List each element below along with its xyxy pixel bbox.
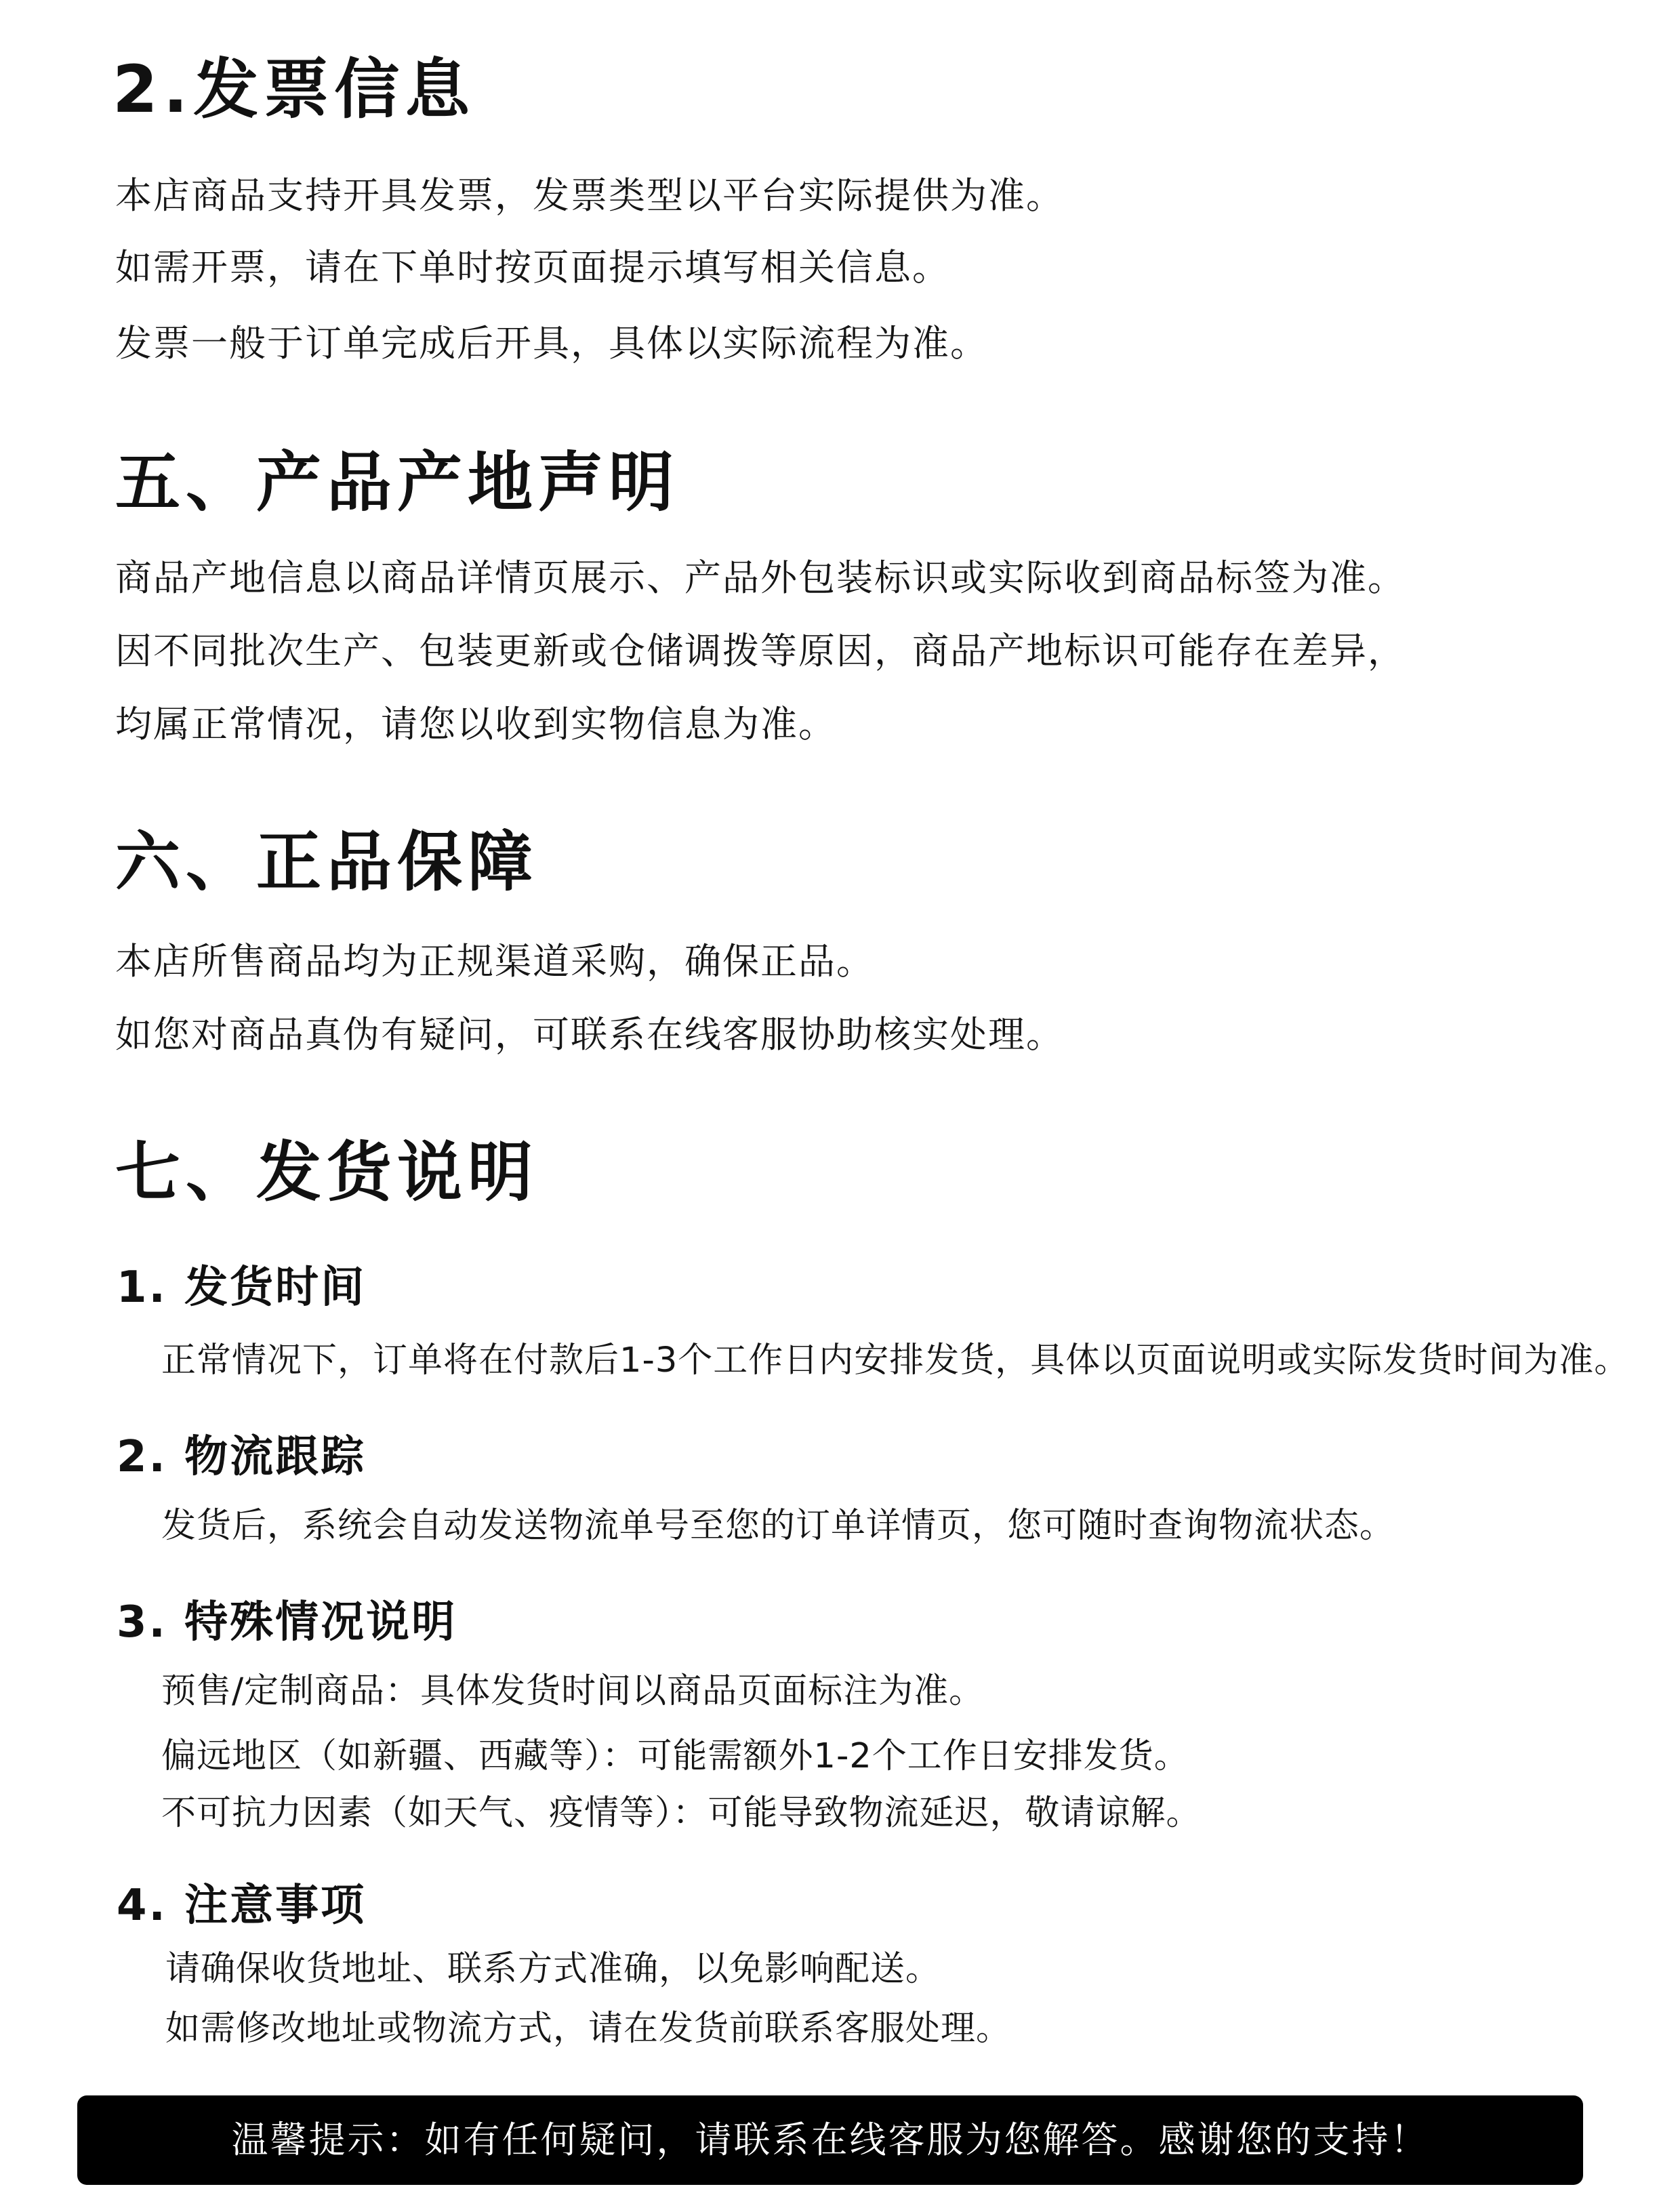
invoice-title: 2.发票信息 xyxy=(112,52,476,127)
shipping-item-4-line-2: 如需修改地址或物流方式，请在发货前联系客服处理。 xyxy=(165,2009,1012,2049)
shipping-item-3-line-2: 偏远地区（如新疆、西藏等）：可能需额外1-2个工作日安排发货。 xyxy=(161,1736,1189,1776)
footer-text: 温馨提示：如有任何疑问，请联系在线客服为您解答。感谢您的支持！ xyxy=(231,2118,1429,2161)
invoice-line-1: 本店商品支持开具发票，发票类型以平台实际提供为准。 xyxy=(115,174,1064,217)
shipping-item-2-line-1: 发货后，系统会自动发送物流单号至您的订单详情页，您可随时查询物流状态。 xyxy=(161,1506,1395,1546)
shipping-item-1-line-1: 正常情况下，订单将在付款后1-3个工作日内安排发货，具体以页面说明或实际发货时间为准。 xyxy=(161,1340,1630,1380)
authentic-line-1: 本店所售商品均为正规渠道采购，确保正品。 xyxy=(115,940,874,983)
shipping-title: 七、发货说明 xyxy=(115,1134,538,1210)
invoice-line-2: 如需开票，请在下单时按页面提示填写相关信息。 xyxy=(115,246,950,289)
shipping-item-4-line-1: 请确保收货地址、联系方式准确，以免影响配送。 xyxy=(165,1949,941,1989)
shipping-item-3-line-3: 不可抗力因素（如天气、疫情等）：可能导致物流延迟，敬请谅解。 xyxy=(161,1793,1202,1833)
origin-line-2: 因不同批次生产、包装更新或仓储调拨等原因，商品产地标识可能存在差异， xyxy=(115,630,1406,672)
origin-line-3: 均属正常情况，请您以收到实物信息为准。 xyxy=(115,703,836,745)
shipping-item-3-line-1: 预售/定制商品：具体发货时间以商品页面标注为准。 xyxy=(161,1671,985,1711)
shipping-item-2-title: 2. 物流跟踪 xyxy=(117,1432,367,1482)
shipping-item-1-title: 1. 发货时间 xyxy=(117,1263,367,1313)
footer-banner xyxy=(77,2095,1583,2185)
shipping-item-3-title: 3. 特殊情况说明 xyxy=(117,1597,457,1647)
authentic-title: 六、正品保障 xyxy=(115,824,538,900)
invoice-line-3: 发票一般于订单完成后开具，具体以实际流程为准。 xyxy=(115,322,988,365)
origin-title: 五、产品产地声明 xyxy=(115,445,679,520)
shipping-item-4-title: 4. 注意事项 xyxy=(117,1881,367,1931)
authentic-line-2: 如您对商品真伪有疑问，可联系在线客服协助核实处理。 xyxy=(115,1013,1064,1056)
origin-line-1: 商品产地信息以商品详情页展示、产品外包装标识或实际收到商品标签为准。 xyxy=(115,556,1406,599)
